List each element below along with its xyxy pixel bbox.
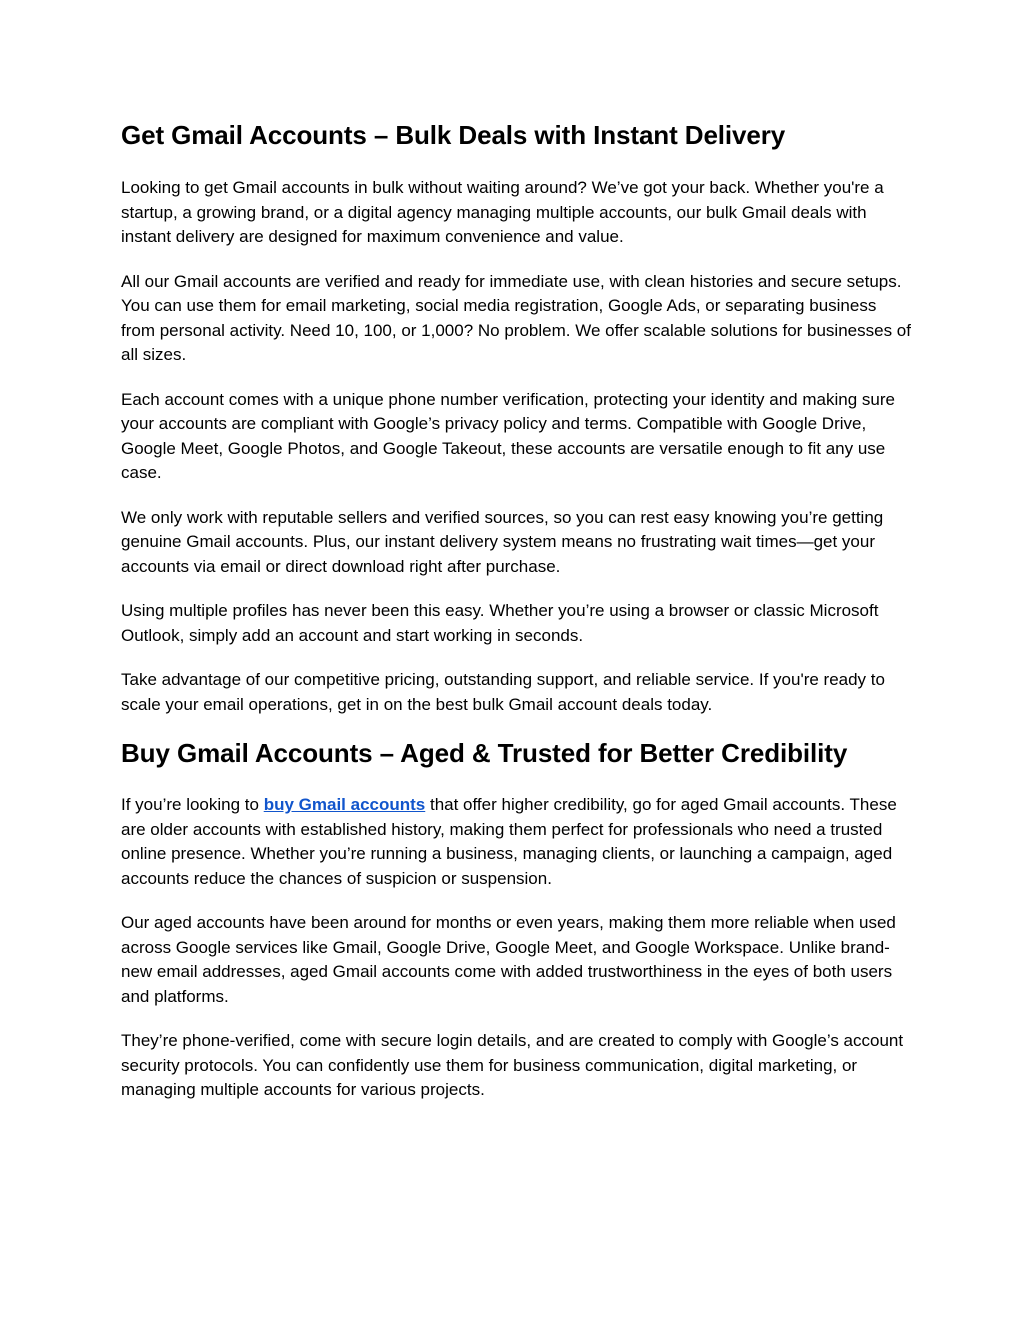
buy-gmail-accounts-link[interactable]: buy Gmail accounts (263, 795, 426, 814)
section-heading-aged-accounts: Buy Gmail Accounts – Aged & Trusted for Better Credibility (121, 738, 848, 768)
paragraph: Each account comes with a unique phone number verification, protecting your identity and making sure your accounts are compliant with Google’s privacy policy and terms. Compatible with Google Drive, Google Meet, Google Photos, and Google Takeout, these accounts are versatile enough to fit any use case. (121, 389, 895, 482)
section-heading-bulk-deals: Get Gmail Accounts – Bulk Deals with Instant Delivery (121, 120, 786, 150)
paragraph: Using multiple profiles has never been this easy. Whether you’re using a browser or classic Microsoft Outlook, simply add an account and start working in seconds. (121, 601, 879, 645)
paragraph: Looking to get Gmail accounts in bulk without waiting around? We’ve got your back. Whether you're a startup, a growing brand, or a digital agency managing multiple accounts, our bulk Gmail deals with instant delivery are designed for maximum convenience and value. (121, 178, 884, 246)
paragraph: We only work with reputable sellers and verified sources, so you can rest easy knowing you’re getting genuine Gmail accounts. Plus, our instant delivery system means no frustrating wait times—get your accounts via email or direct download right after purchase. (121, 507, 884, 576)
paragraph-with-link (121, 793, 911, 891)
intro-text-after-link: that offer higher credibility, go for aged Gmail accounts. These are older accounts with established history, making them perfect for professionals who need a trusted online presence. Whether you’re running a business, managing clients, or launching a campaign, aged accounts reduce the chances of suspicion or suspension. (121, 795, 897, 888)
paragraph: Take advantage of our competitive pricing, outstanding support, and reliable service. If you're ready to scale your email operations, get in on the best bulk Gmail account deals today. (121, 670, 885, 714)
paragraph: All our Gmail accounts are verified and ready for immediate use, with clean histories and secure setups. You can use them for email marketing, social media registration, Google Ads, or separating business from personal activity. Need 10, 100, or 1,000? No problem. We offer scalable solutions for businesses of all sizes. (121, 271, 911, 364)
intro-text-before-link: If you’re looking to (121, 795, 264, 814)
paragraph: They’re phone-verified, come with secure login details, and are created to comply with Google’s account security protocols. You can confidently use them for business communication, digital marketing, or managing multiple accounts for various projects. (121, 1031, 904, 1099)
document-page (121, 117, 911, 1123)
paragraph: Our aged accounts have been around for months or even years, making them more reliable when used across Google services like Gmail, Google Drive, Google Meet, and Google Workspace. Unlike brand-new email addresses, aged Gmail accounts come with added trustworthiness in the eyes of both users and platforms. (121, 913, 896, 1006)
